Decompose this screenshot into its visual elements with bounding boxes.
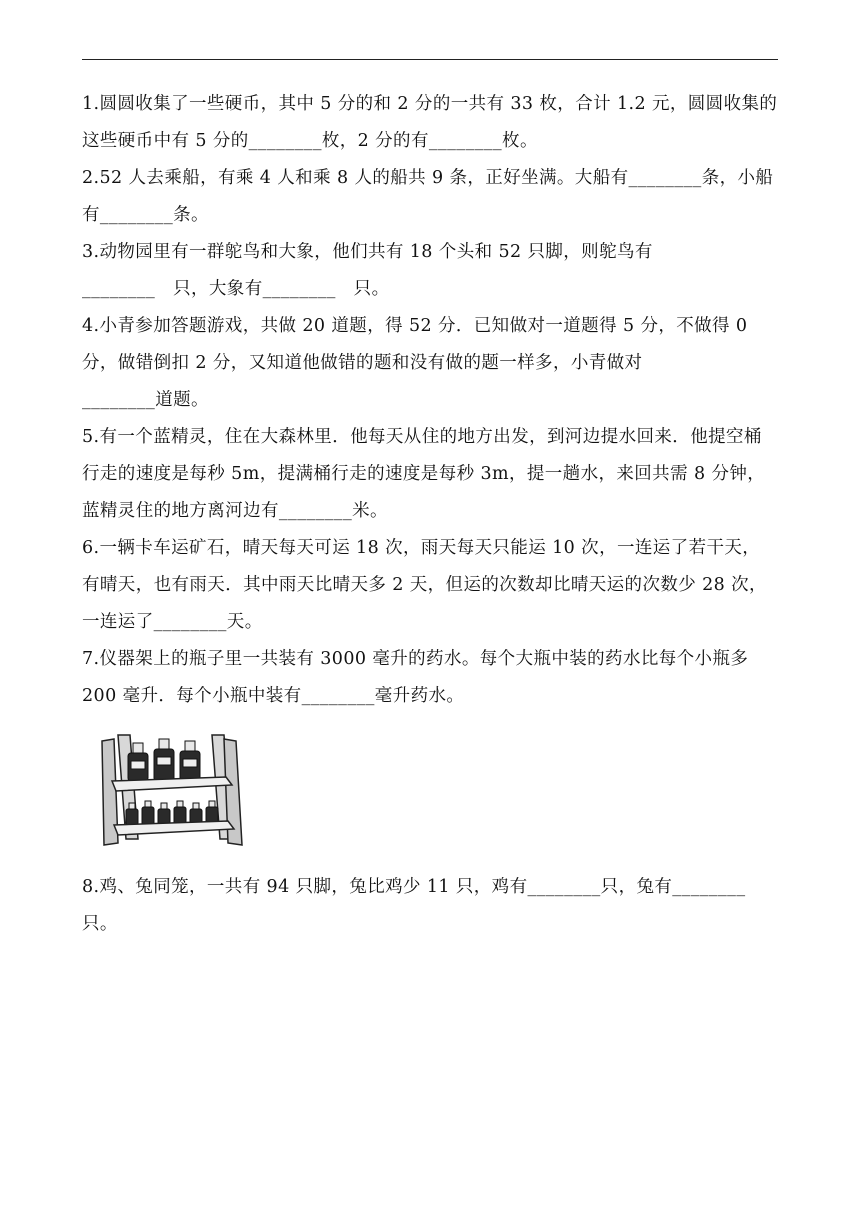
question-8: 8.鸡、兔同笼，一共有 94 只脚，兔比鸡少 11 只，鸡有________只，兔有________只。: [82, 877, 746, 934]
question-2: 2.52 人去乘船，有乘 4 人和乘 8 人的船共 9 条，正好坐满。大船有________条，小船有________条。: [82, 168, 774, 225]
question-3: 3.动物园里有一群鸵鸟和大象，他们共有 18 个头和 52 只脚，则鸵鸟有 ________ 只，大象有________ 只。: [82, 242, 653, 299]
bottle-shelf-illustration: [96, 727, 246, 847]
question-6: 6.一辆卡车运矿石，晴天每天可运 18 次，雨天每天只能运 10 次，一连运了若干天，有晴天，也有雨天．其中雨天比晴天多 2 天，但运的次数却比晴天运的次数少 28 次，一连运了________天。: [82, 538, 767, 632]
question-1: 1.圆圆收集了一些硬币，其中 5 分的和 2 分的一共有 33 枚，合计 1.2 元，圆圆收集的这些硬币中有 5 分的________枚，2 分的有________枚。: [82, 94, 778, 151]
question-7: 7.仪器架上的瓶子里一共装有 3000 毫升的药水。每个大瓶中装的药水比每个小瓶多 200 毫升．每个小瓶中装有________毫升药水。: [82, 649, 755, 706]
worksheet: [82, 86, 778, 943]
top-rule: [82, 59, 778, 60]
question-4: 4.小青参加答题游戏，共做 20 道题，得 52 分．已知做对一道题得 5 分，不做得 0 分，做错倒扣 2 分，又知道他做错的题和没有做的题一样多，小青做对 ________道题。: [82, 316, 748, 410]
question-5: 5.有一个蓝精灵，住在大森林里．他每天从住的地方出发，到河边提水回来．他提空桶行走的速度是每秒 5m，提满桶行走的速度是每秒 3m，提一趟水，来回共需 8 分钟，蓝精灵住的地方离河边有________米。: [82, 427, 766, 521]
